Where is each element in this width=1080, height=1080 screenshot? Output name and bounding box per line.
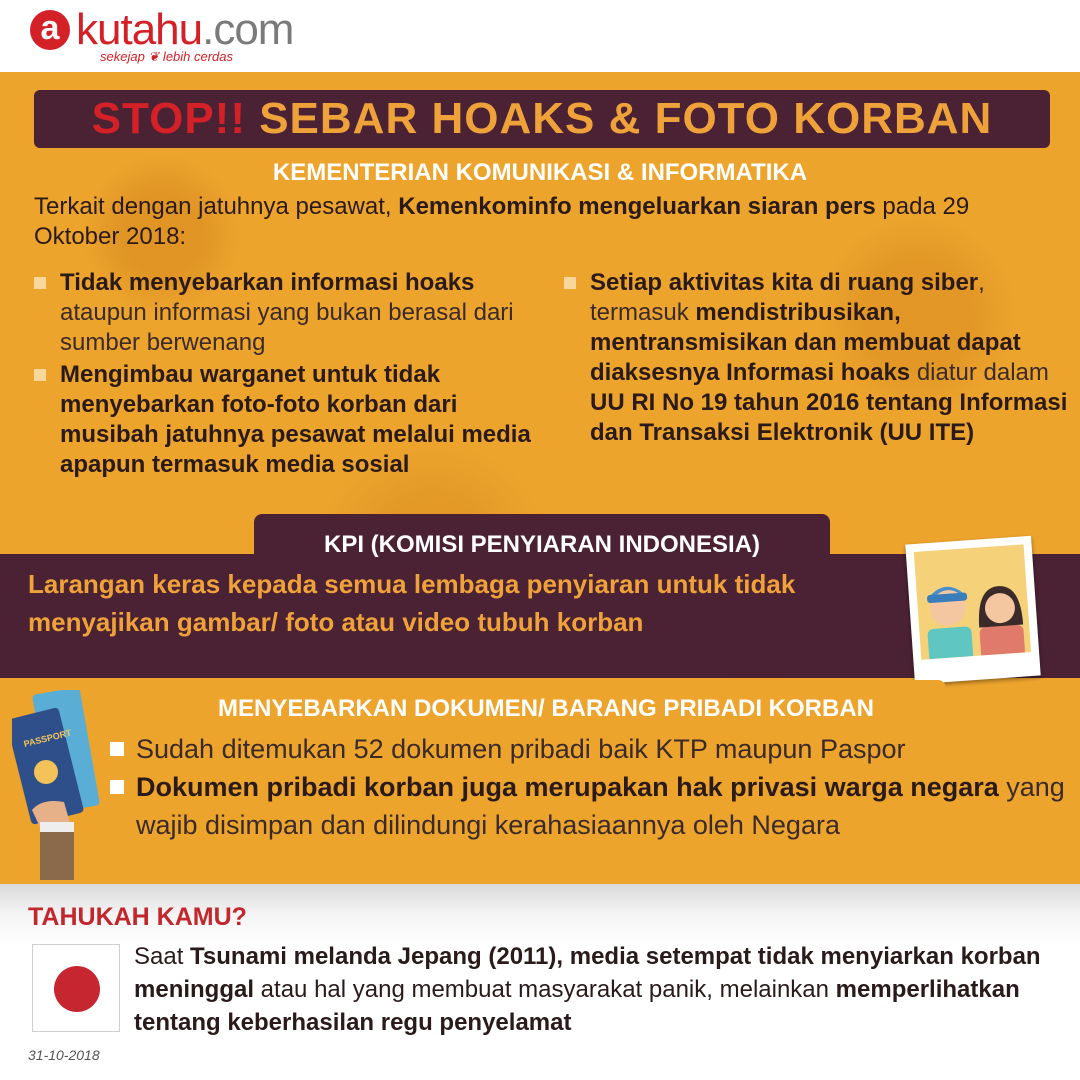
item-text: Sudah ditemukan 52 dokumen pribadi baik KTP maupun Paspor xyxy=(136,734,906,764)
title-stop: STOP!! xyxy=(91,94,260,143)
logo-domain: .com xyxy=(202,5,294,54)
bullet-icon xyxy=(110,742,124,756)
bullet-icon xyxy=(564,277,576,289)
tagline: sekejap ❦ lebih cerdas xyxy=(100,49,234,64)
list-item xyxy=(34,268,534,358)
kominfo-heading: KEMENTERIAN KOMUNIKASI & INFORMATIKA xyxy=(272,159,808,186)
intro-text: Terkait dengan jatuhnya pesawat, xyxy=(34,193,399,220)
title-rest: SEBAR HOAKS & FOTO KORBAN xyxy=(259,94,993,143)
intro-bold: Kemenkominfo mengeluarkan siaran pers xyxy=(398,193,876,220)
item-bold: Tidak menyebarkan informasi hoaks xyxy=(60,269,475,296)
item-bold: Setiap aktivitas kita di ruang siber xyxy=(590,269,979,296)
text-span: atau hal yang membuat masyarakat panik, melainkan xyxy=(254,976,836,1003)
item-text: ataupun informasi yang bukan berasal dari sumber berwenang xyxy=(60,299,514,356)
item-bold: Mengimbau warganet untuk tidak menyebarkan foto-foto korban dari musibah jatuhnya pesawat melalui media apapun termasuk media sosial xyxy=(60,361,531,478)
item-text: , termasuk xyxy=(590,269,985,326)
list-item xyxy=(34,360,534,480)
item-bold: Dokumen pribadi korban juga merupakan hak privasi warga negara xyxy=(136,772,999,802)
list-item xyxy=(110,768,1070,844)
kpi-text: Larangan keras kepada semua lembaga penyiaran untuk tidak menyajikan gambar/ foto atau video tubuh korban xyxy=(28,569,796,637)
publish-date: 31-10-2018 xyxy=(28,1047,100,1063)
text-span: Saat xyxy=(134,943,191,970)
passport-hand-icon xyxy=(12,690,102,880)
kominfo-intro xyxy=(34,192,1054,252)
bullet-icon xyxy=(110,780,124,794)
text-bold: Tsunami melanda Jepang (2011), media setempat tidak menyiarkan korban meninggal xyxy=(134,943,1041,1003)
text-bold: memperlihatkan tentang keberhasilan regu penyelamat xyxy=(134,976,1020,1036)
documents-heading: MENYEBARKAN DOKUMEN/ BARANG PRIBADI KORBAN xyxy=(217,695,874,722)
list-item xyxy=(110,730,1070,768)
kominfo-right-list xyxy=(564,268,1074,450)
intro-text-end: pada 29 Oktober 2018: xyxy=(34,193,970,250)
item-text: yang wajib disimpan dan dilindungi kerahasiaannya oleh Negara xyxy=(136,772,1065,840)
japan-flag-icon xyxy=(32,944,120,1032)
kpi-heading: KPI (KOMISI PENYIARAN INDONESIA) xyxy=(323,531,761,558)
bullet-icon xyxy=(34,277,46,289)
logo-circle: a xyxy=(30,10,70,50)
logo[interactable] xyxy=(76,6,293,54)
item-bold: mendistribusikan, mentransmisikan dan membuat dapat diaksesnya Informasi hoaks xyxy=(590,299,1021,386)
item-bold: UU RI No 19 tahun 2016 tentang Informasi dan Transaksi Elektronik (UU ITE) xyxy=(590,389,1068,446)
documents-list xyxy=(110,730,1070,844)
item-text: diatur dalam xyxy=(910,359,1049,386)
bullet-icon xyxy=(34,369,46,381)
did-you-know-heading: TAHUKAH KAMU? xyxy=(28,903,247,931)
kominfo-left-list xyxy=(34,268,534,482)
list-item xyxy=(564,268,1074,448)
couple-photo-icon xyxy=(905,536,1040,684)
did-you-know-text xyxy=(134,940,1074,1039)
logo-word: kutahu xyxy=(76,5,203,54)
main-title xyxy=(34,90,1050,148)
passport-label: PASSPORT xyxy=(22,727,73,750)
